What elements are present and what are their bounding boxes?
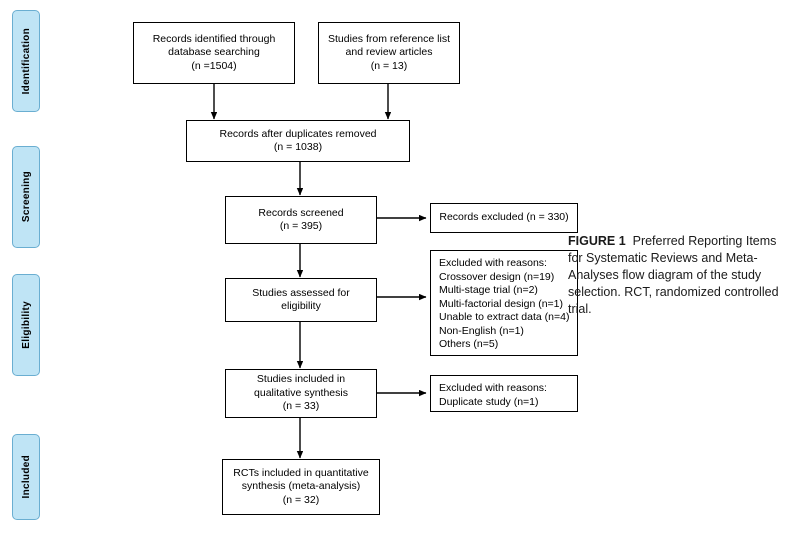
node-qualitative-synthesis-line-2: qualitative synthesis	[254, 386, 348, 399]
stage-label-eligibility	[12, 274, 40, 376]
node-database-search-line-3: (n =1504)	[191, 59, 237, 72]
node-quantitative-synthesis-line-1: RCTs included in quantitative	[233, 466, 369, 479]
stage-label-included	[12, 434, 40, 520]
node-reference-list-line-1: Studies from reference list	[328, 32, 450, 45]
node-excluded-duplicate-line-1: Excluded with reasons:	[439, 382, 547, 394]
node-records-screened-line-1: Records screened	[258, 206, 344, 219]
node-excluded-reasons-line-2: Crossover design (n=19)	[439, 270, 555, 283]
node-database-search-line-2: database searching	[168, 46, 260, 59]
node-qualitative-synthesis-line-1: Studies included in	[256, 373, 346, 386]
node-full-text-assessed-line-2: eligibility	[281, 300, 321, 312]
stage-label-included-text: Included	[20, 455, 32, 499]
stage-label-eligibility-text: Eligibility	[20, 301, 32, 349]
node-duplicates-removed-line-2: (n = 1038)	[273, 141, 323, 153]
node-qualitative-synthesis	[225, 369, 377, 418]
node-records-excluded-line-1: Records excluded (n = 330)	[439, 211, 569, 224]
node-excluded-reasons	[430, 250, 578, 356]
node-records-screened-line-2: (n = 395)	[279, 220, 323, 232]
stage-label-screening-text: Screening	[20, 171, 32, 223]
node-quantitative-synthesis-line-2: synthesis (meta-analysis)	[241, 480, 361, 493]
node-database-search-line-1: Records identified through	[152, 32, 276, 45]
node-full-text-assessed	[225, 278, 377, 322]
figure-caption	[568, 233, 783, 318]
node-reference-list-line-2: and review articles	[345, 46, 433, 59]
node-excluded-reasons-line-6: Non-English (n=1)	[439, 324, 524, 337]
node-quantitative-synthesis-line-3: (n = 32)	[282, 493, 320, 506]
stage-label-identification-text: Identification	[20, 27, 32, 95]
figure-caption-text: Preferred Reporting Items for Systematic Reviews and Meta-Analyses flow diagram of the study selection. RCT, randomized controlled trial.	[568, 234, 779, 316]
stage-label-identification	[12, 10, 40, 112]
node-quantitative-synthesis	[222, 459, 380, 515]
node-reference-list	[318, 22, 460, 84]
node-database-search	[133, 22, 295, 84]
node-excluded-reasons-line-7: Others (n=5)	[439, 338, 499, 350]
node-reference-list-line-3: (n = 13)	[370, 59, 408, 72]
node-excluded-reasons-line-5: Unable to extract data (n=4)	[439, 311, 570, 323]
node-excluded-reasons-line-3: Multi-stage trial (n=2)	[439, 284, 538, 296]
figure-label: FIGURE 1	[568, 234, 626, 248]
node-full-text-assessed-line-1: Studies assessed for	[252, 286, 350, 299]
node-records-screened	[225, 196, 377, 244]
node-records-excluded	[430, 203, 578, 233]
node-excluded-reasons-line-4: Multi-factorial design (n=1)	[439, 297, 564, 310]
stage-label-screening	[12, 146, 40, 248]
node-duplicates-removed	[186, 120, 410, 162]
node-excluded-duplicate	[430, 375, 578, 412]
node-excluded-reasons-line-1: Excluded with reasons:	[439, 257, 547, 269]
node-qualitative-synthesis-line-3: (n = 33)	[282, 400, 320, 413]
node-duplicates-removed-line-1: Records after duplicates removed	[219, 127, 377, 140]
node-excluded-duplicate-line-2: Duplicate study (n=1)	[439, 395, 539, 408]
